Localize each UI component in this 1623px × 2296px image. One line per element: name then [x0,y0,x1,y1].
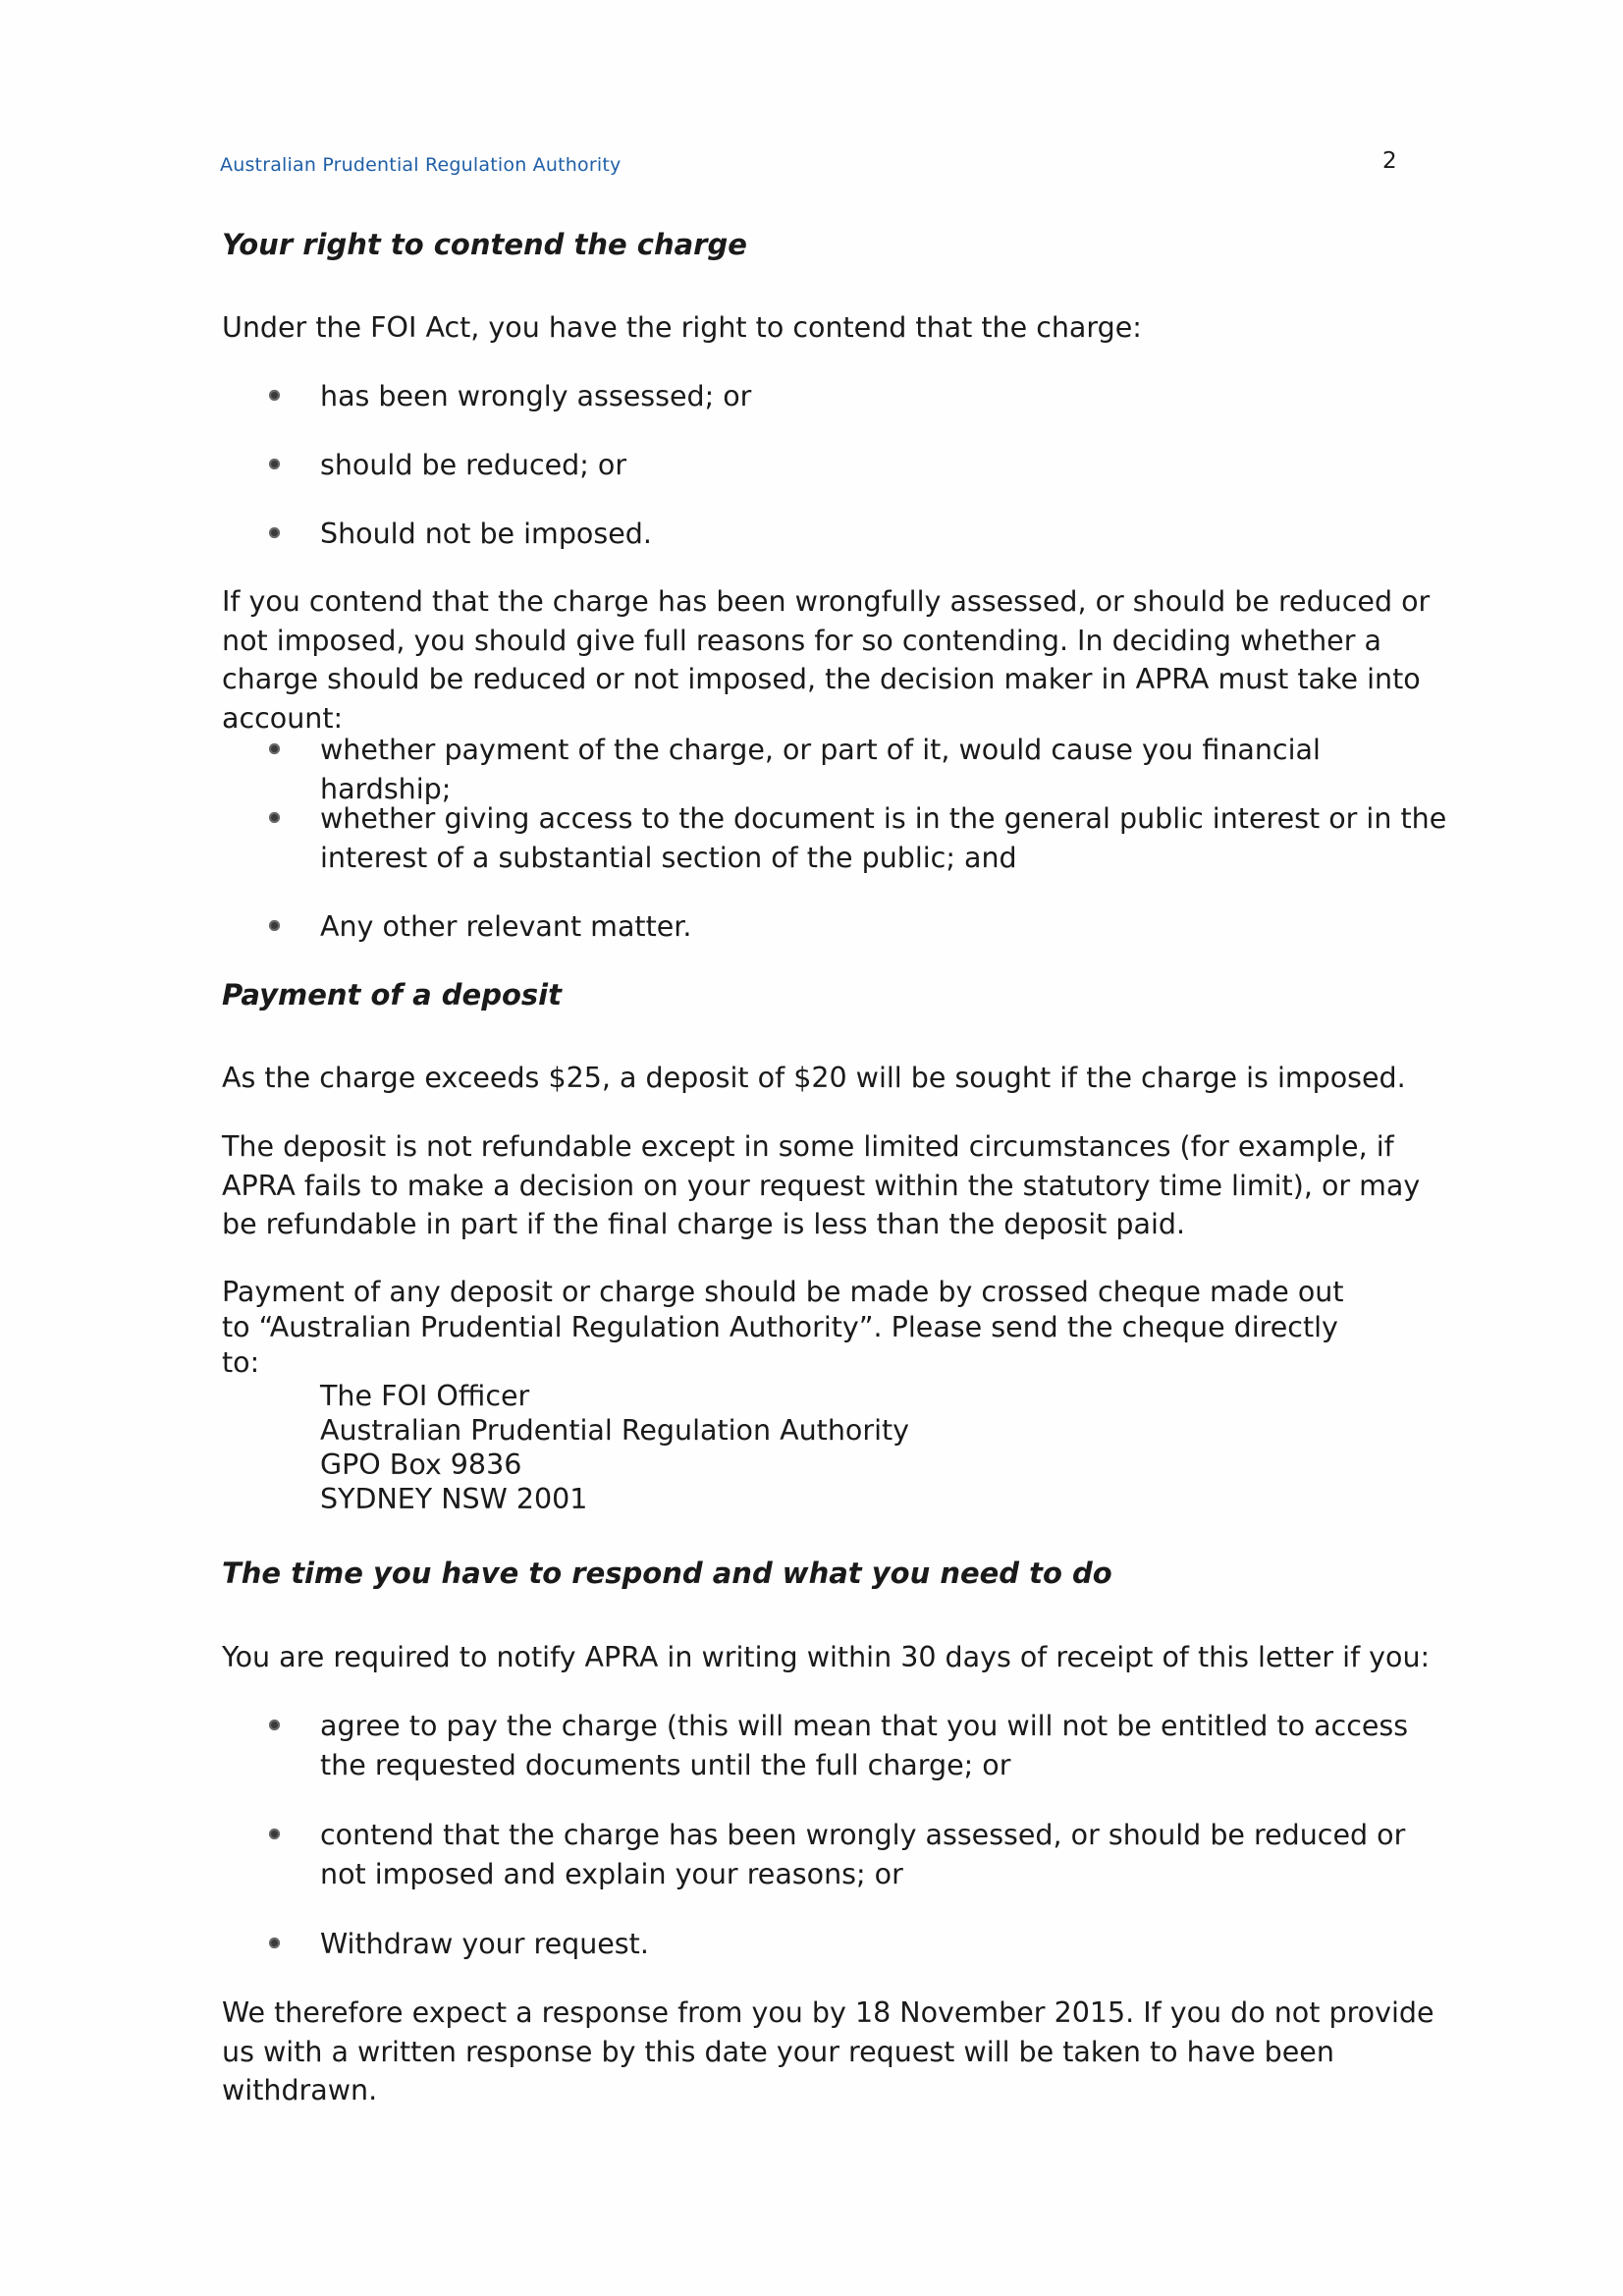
bullet-icon [269,1938,280,1948]
list-item-text: whether payment of the charge, or part of it, would cause you financial hardship; [320,734,1321,805]
bullet-icon [269,390,280,401]
bullet-icon [269,1720,280,1730]
list-item-text: whether giving access to the document is in the general public interest or in the interest of a substantial section of the public; and [320,802,1447,874]
list-item-text: agree to pay the charge (this will mean that you will not be entitled to access the requested documents until the full charge; or [320,1710,1409,1781]
bullet-icon [269,527,280,538]
list-item-text: contend that the charge has been wrongly assessed, or should be reduced or not imposed and explain your reasons; or [320,1819,1406,1890]
list-item-text: Should not be imposed. [320,518,652,550]
bullet-icon [269,812,280,823]
heading-contend: Your right to contend the charge [222,228,747,261]
list-item-text: Any other relevant matter. [320,910,692,943]
bullet-icon [269,459,280,469]
address-line: GPO Box 9836 [320,1449,522,1481]
respond-intro: You are required to notify APRA in writing within 30 days of receipt of this letter if you: [222,1641,1431,1673]
contend-intro: Under the FOI Act, you have the right to contend that the charge: [222,311,1142,344]
page-number: 2 [1382,148,1397,174]
bullet-icon [269,743,280,754]
list-item-text: should be reduced; or [320,449,627,481]
address-line: The FOI Officer [320,1380,530,1412]
heading-respond: The time you have to respond and what you need to do [222,1557,1112,1590]
postal-address [320,1379,909,1516]
address-line: SYDNEY NSW 2001 [320,1483,588,1515]
contend-paragraph: If you contend that the charge has been wrongfully assessed, or should be reduced or not imposed, you should give full reasons for so contending. In deciding whether a charge should be reduced or not imposed, the decision maker in APRA must take into account: [222,585,1431,735]
bullet-icon [269,920,280,931]
deposit-paragraph-1: As the charge exceeds $25, a deposit of $20 will be sought if the charge is imposed. [222,1062,1406,1094]
bullet-icon [269,1829,280,1839]
list-item-text: Withdraw your request. [320,1928,649,1960]
deposit-paragraph-2: The deposit is not refundable except in some limited circumstances (for example, if APRA fails to make a decision on your request within the statutory time limit), or may be refundable in part if the final charge is less than the deposit paid. [222,1130,1421,1240]
header-organization: Australian Prudential Regulation Authority [220,154,622,176]
address-line: Australian Prudential Regulation Authority [320,1414,910,1447]
heading-deposit: Payment of a deposit [222,978,562,1011]
respond-closing: We therefore expect a response from you by 18 November 2015. If you do not provide us with a written response by this date your request will be taken to have been withdrawn. [222,1996,1434,2106]
list-item-text: has been wrongly assessed; or [320,380,752,412]
deposit-paragraph-3: Payment of any deposit or charge should be made by crossed cheque made out to “Australian Prudential Regulation Authority”. Please send the cheque directly to: [222,1276,1344,1379]
